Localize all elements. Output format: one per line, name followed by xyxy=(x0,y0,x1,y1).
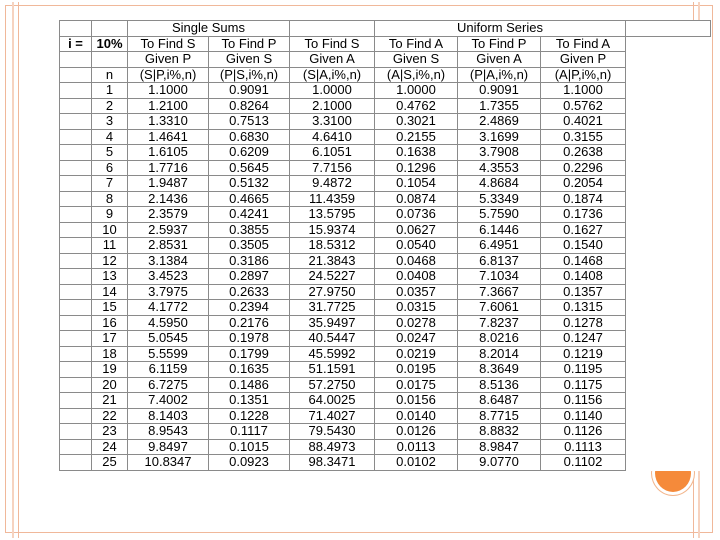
table-row xyxy=(60,315,711,331)
period-cell: 10 xyxy=(92,222,128,238)
factor-cell: 6.8137 xyxy=(458,253,541,269)
factor-cell: 0.5762 xyxy=(541,98,626,114)
factor-cell: 0.3155 xyxy=(541,129,626,145)
rate-value: 10% xyxy=(92,36,128,52)
row-blank xyxy=(60,207,92,223)
factor-cell: 51.1591 xyxy=(290,362,375,378)
factor-cell: 0.1351 xyxy=(209,393,290,409)
table-row xyxy=(60,176,711,192)
header-blank xyxy=(60,67,92,83)
factor-cell: 1.9487 xyxy=(128,176,209,192)
factor-cell: 0.1175 xyxy=(541,377,626,393)
period-cell: 9 xyxy=(92,207,128,223)
factor-cell: 0.0247 xyxy=(375,331,458,347)
factor-cell: 7.7156 xyxy=(290,160,375,176)
period-cell: 20 xyxy=(92,377,128,393)
factor-cell: 9.8497 xyxy=(128,439,209,455)
factor-cell: 0.1126 xyxy=(541,424,626,440)
factor-cell: 0.1102 xyxy=(541,455,626,471)
table-row xyxy=(60,408,711,424)
factor-cell: 4.3553 xyxy=(458,160,541,176)
period-cell: 19 xyxy=(92,362,128,378)
factor-cell: 0.2897 xyxy=(209,269,290,285)
factor-cell: 0.1408 xyxy=(541,269,626,285)
factor-cell: 6.7275 xyxy=(128,377,209,393)
factor-cell: 0.1015 xyxy=(209,439,290,455)
factor-cell: 1.1000 xyxy=(128,83,209,99)
factor-cell: 0.1874 xyxy=(541,191,626,207)
period-cell: 6 xyxy=(92,160,128,176)
row-blank xyxy=(60,439,92,455)
factor-cell: 0.7513 xyxy=(209,114,290,130)
header-blank xyxy=(626,21,711,37)
period-cell: 23 xyxy=(92,424,128,440)
factor-cell: 0.0736 xyxy=(375,207,458,223)
factor-cell: 3.7975 xyxy=(128,284,209,300)
factor-cell: 0.3505 xyxy=(209,238,290,254)
factor-cell: 0.0357 xyxy=(375,284,458,300)
col-given: Given P xyxy=(128,52,209,68)
factor-cell: 7.3667 xyxy=(458,284,541,300)
row-blank xyxy=(60,424,92,440)
factor-cell: 0.0126 xyxy=(375,424,458,440)
col-notation: (A|P,i%,n) xyxy=(541,67,626,83)
period-cell: 5 xyxy=(92,145,128,161)
factor-cell: 0.4021 xyxy=(541,114,626,130)
row-blank xyxy=(60,346,92,362)
header-row-notation xyxy=(60,67,711,83)
row-blank xyxy=(60,238,92,254)
factor-cell: 0.1195 xyxy=(541,362,626,378)
factor-cell: 3.1699 xyxy=(458,129,541,145)
factor-cell: 0.2394 xyxy=(209,300,290,316)
factor-cell: 88.4973 xyxy=(290,439,375,455)
factor-cell: 7.6061 xyxy=(458,300,541,316)
factor-cell: 0.1219 xyxy=(541,346,626,362)
header-blank xyxy=(60,21,92,37)
col-find: To Find S xyxy=(128,36,209,52)
table-row xyxy=(60,83,711,99)
factor-cell: 8.6487 xyxy=(458,393,541,409)
factor-cell: 0.2638 xyxy=(541,145,626,161)
factor-cell: 0.0278 xyxy=(375,315,458,331)
header-blank xyxy=(60,52,92,68)
factor-cell: 5.3349 xyxy=(458,191,541,207)
factor-cell: 0.6209 xyxy=(209,145,290,161)
row-blank xyxy=(60,331,92,347)
row-blank xyxy=(60,129,92,145)
factor-cell: 0.1054 xyxy=(375,176,458,192)
header-blank xyxy=(92,52,128,68)
row-blank xyxy=(60,253,92,269)
factor-cell: 7.8237 xyxy=(458,315,541,331)
factor-cell: 1.4641 xyxy=(128,129,209,145)
factor-cell: 0.0315 xyxy=(375,300,458,316)
table-row xyxy=(60,393,711,409)
row-blank xyxy=(60,377,92,393)
factor-cell: 8.9543 xyxy=(128,424,209,440)
factor-cell: 5.0545 xyxy=(128,331,209,347)
factor-cell: 40.5447 xyxy=(290,331,375,347)
row-blank xyxy=(60,284,92,300)
factor-cell: 21.3843 xyxy=(290,253,375,269)
factor-cell: 11.4359 xyxy=(290,191,375,207)
factor-cell: 27.9750 xyxy=(290,284,375,300)
factor-cell: 3.3100 xyxy=(290,114,375,130)
factor-cell: 0.0874 xyxy=(375,191,458,207)
table-row xyxy=(60,98,711,114)
col-notation: (S|A,i%,n) xyxy=(290,67,375,83)
row-blank xyxy=(60,362,92,378)
factor-cell: 0.6830 xyxy=(209,129,290,145)
col-notation: (P|S,i%,n) xyxy=(209,67,290,83)
table-row xyxy=(60,160,711,176)
factor-cell: 0.9091 xyxy=(458,83,541,99)
factor-cell: 31.7725 xyxy=(290,300,375,316)
n-label: n xyxy=(92,67,128,83)
factor-cell: 0.0540 xyxy=(375,238,458,254)
factor-cell: 0.0113 xyxy=(375,439,458,455)
factor-cell: 1.7716 xyxy=(128,160,209,176)
factor-cell: 0.3855 xyxy=(209,222,290,238)
factor-cell: 2.3579 xyxy=(128,207,209,223)
row-blank xyxy=(60,393,92,409)
period-cell: 21 xyxy=(92,393,128,409)
period-cell: 24 xyxy=(92,439,128,455)
table-row xyxy=(60,207,711,223)
col-find: To Find P xyxy=(209,36,290,52)
period-cell: 12 xyxy=(92,253,128,269)
factor-cell: 0.0627 xyxy=(375,222,458,238)
table-row xyxy=(60,238,711,254)
factor-cell: 0.1638 xyxy=(375,145,458,161)
period-cell: 16 xyxy=(92,315,128,331)
factor-cell: 0.1228 xyxy=(209,408,290,424)
uniform-series-header: Uniform Series xyxy=(375,21,626,37)
row-blank xyxy=(60,83,92,99)
factor-cell: 7.1034 xyxy=(458,269,541,285)
factor-cell: 6.1159 xyxy=(128,362,209,378)
factor-cell: 0.1978 xyxy=(209,331,290,347)
factor-cell: 8.0216 xyxy=(458,331,541,347)
table-row xyxy=(60,362,711,378)
factor-cell: 6.4951 xyxy=(458,238,541,254)
period-cell: 22 xyxy=(92,408,128,424)
factor-cell: 2.8531 xyxy=(128,238,209,254)
period-cell: 25 xyxy=(92,455,128,471)
factor-cell: 0.1468 xyxy=(541,253,626,269)
factor-cell: 7.4002 xyxy=(128,393,209,409)
table-row xyxy=(60,145,711,161)
row-blank xyxy=(60,455,92,471)
factor-cell: 0.1156 xyxy=(541,393,626,409)
col-find: To Find P xyxy=(458,36,541,52)
factor-cell: 0.0219 xyxy=(375,346,458,362)
factor-cell: 0.4241 xyxy=(209,207,290,223)
header-row-find xyxy=(60,36,711,52)
table-row xyxy=(60,269,711,285)
period-cell: 13 xyxy=(92,269,128,285)
factor-cell: 4.1772 xyxy=(128,300,209,316)
header-blank xyxy=(290,21,375,37)
row-blank xyxy=(60,191,92,207)
col-find: To Find A xyxy=(375,36,458,52)
table-row xyxy=(60,253,711,269)
period-cell: 8 xyxy=(92,191,128,207)
factor-cell: 0.1799 xyxy=(209,346,290,362)
factor-cell: 57.2750 xyxy=(290,377,375,393)
factor-cell: 0.9091 xyxy=(209,83,290,99)
table-row xyxy=(60,191,711,207)
row-blank xyxy=(60,98,92,114)
factor-cell: 0.0175 xyxy=(375,377,458,393)
factor-cell: 2.5937 xyxy=(128,222,209,238)
factor-cell: 45.5992 xyxy=(290,346,375,362)
factor-cell: 0.1635 xyxy=(209,362,290,378)
factor-cell: 0.1113 xyxy=(541,439,626,455)
factor-cell: 71.4027 xyxy=(290,408,375,424)
col-given: Given P xyxy=(541,52,626,68)
factor-cell: 1.0000 xyxy=(375,83,458,99)
col-given: Given S xyxy=(209,52,290,68)
col-find: To Find S xyxy=(290,36,375,52)
table-row xyxy=(60,424,711,440)
factor-cell: 0.1117 xyxy=(209,424,290,440)
col-given: Given S xyxy=(375,52,458,68)
col-find: To Find A xyxy=(541,36,626,52)
col-given: Given A xyxy=(458,52,541,68)
factor-cell: 6.1446 xyxy=(458,222,541,238)
interest-factor-table xyxy=(59,20,711,471)
row-blank xyxy=(60,176,92,192)
table-row xyxy=(60,439,711,455)
factor-cell: 0.3021 xyxy=(375,114,458,130)
factor-cell: 0.0923 xyxy=(209,455,290,471)
factor-cell: 5.7590 xyxy=(458,207,541,223)
factor-cell: 0.2155 xyxy=(375,129,458,145)
table-row xyxy=(60,222,711,238)
period-cell: 17 xyxy=(92,331,128,347)
period-cell: 11 xyxy=(92,238,128,254)
table-row xyxy=(60,331,711,347)
factor-cell: 0.1540 xyxy=(541,238,626,254)
factor-cell: 8.3649 xyxy=(458,362,541,378)
factor-cell: 0.1736 xyxy=(541,207,626,223)
border-line xyxy=(18,2,19,538)
factor-cell: 0.0408 xyxy=(375,269,458,285)
factor-cell: 0.2633 xyxy=(209,284,290,300)
col-notation: (P|A,i%,n) xyxy=(458,67,541,83)
factor-cell: 8.2014 xyxy=(458,346,541,362)
factor-cell: 2.1436 xyxy=(128,191,209,207)
rate-label: i = xyxy=(60,36,92,52)
factor-cell: 8.8832 xyxy=(458,424,541,440)
period-cell: 18 xyxy=(92,346,128,362)
factor-cell: 8.7715 xyxy=(458,408,541,424)
row-blank xyxy=(60,300,92,316)
factor-cell: 0.2176 xyxy=(209,315,290,331)
factor-cell: 8.1403 xyxy=(128,408,209,424)
factor-cell: 9.0770 xyxy=(458,455,541,471)
factor-cell: 8.9847 xyxy=(458,439,541,455)
header-row-given xyxy=(60,52,711,68)
factor-cell: 1.2100 xyxy=(128,98,209,114)
factor-cell: 4.6410 xyxy=(290,129,375,145)
row-blank xyxy=(60,269,92,285)
col-notation: (A|S,i%,n) xyxy=(375,67,458,83)
col-given: Given A xyxy=(290,52,375,68)
factor-cell: 0.1357 xyxy=(541,284,626,300)
factor-cell: 0.0140 xyxy=(375,408,458,424)
factor-cell: 1.6105 xyxy=(128,145,209,161)
factor-cell: 4.8684 xyxy=(458,176,541,192)
factor-cell: 0.4665 xyxy=(209,191,290,207)
header-blank xyxy=(92,21,128,37)
factor-cell: 5.5599 xyxy=(128,346,209,362)
period-cell: 14 xyxy=(92,284,128,300)
row-blank xyxy=(60,160,92,176)
period-cell: 7 xyxy=(92,176,128,192)
factor-cell: 64.0025 xyxy=(290,393,375,409)
factor-cell: 18.5312 xyxy=(290,238,375,254)
single-sums-header: Single Sums xyxy=(128,21,290,37)
factor-cell: 3.1384 xyxy=(128,253,209,269)
factor-cell: 0.1296 xyxy=(375,160,458,176)
factor-cell: 15.9374 xyxy=(290,222,375,238)
factor-cell: 0.3186 xyxy=(209,253,290,269)
header-row-group xyxy=(60,21,711,37)
col-notation: (S|P,i%,n) xyxy=(128,67,209,83)
factor-cell: 0.1278 xyxy=(541,315,626,331)
factor-cell: 6.1051 xyxy=(290,145,375,161)
factor-cell: 13.5795 xyxy=(290,207,375,223)
factor-cell: 0.0468 xyxy=(375,253,458,269)
factor-cell: 4.5950 xyxy=(128,315,209,331)
factor-cell: 10.8347 xyxy=(128,455,209,471)
factor-cell: 0.1315 xyxy=(541,300,626,316)
factor-cell: 1.1000 xyxy=(541,83,626,99)
factor-cell: 79.5430 xyxy=(290,424,375,440)
table-row xyxy=(60,300,711,316)
factor-cell: 0.5132 xyxy=(209,176,290,192)
period-cell: 4 xyxy=(92,129,128,145)
factor-cell: 24.5227 xyxy=(290,269,375,285)
factor-cell: 35.9497 xyxy=(290,315,375,331)
factor-cell: 2.4869 xyxy=(458,114,541,130)
factor-cell: 8.5136 xyxy=(458,377,541,393)
row-blank xyxy=(60,315,92,331)
factor-cell: 3.7908 xyxy=(458,145,541,161)
factor-cell: 0.8264 xyxy=(209,98,290,114)
factor-cell: 0.5645 xyxy=(209,160,290,176)
period-cell: 1 xyxy=(92,83,128,99)
row-blank xyxy=(60,408,92,424)
period-cell: 15 xyxy=(92,300,128,316)
table-row xyxy=(60,284,711,300)
factor-cell: 1.3310 xyxy=(128,114,209,130)
table-row xyxy=(60,346,711,362)
factor-cell: 0.1627 xyxy=(541,222,626,238)
factor-cell: 98.3471 xyxy=(290,455,375,471)
period-cell: 2 xyxy=(92,98,128,114)
factor-cell: 0.1140 xyxy=(541,408,626,424)
factor-cell: 0.1247 xyxy=(541,331,626,347)
factor-cell: 0.2054 xyxy=(541,176,626,192)
factor-cell: 0.2296 xyxy=(541,160,626,176)
factor-cell: 0.4762 xyxy=(375,98,458,114)
factor-cell: 2.1000 xyxy=(290,98,375,114)
factor-cell: 9.4872 xyxy=(290,176,375,192)
table-row xyxy=(60,377,711,393)
table-row xyxy=(60,114,711,130)
factor-cell: 1.7355 xyxy=(458,98,541,114)
factor-cell: 0.0156 xyxy=(375,393,458,409)
factor-cell: 0.0195 xyxy=(375,362,458,378)
factor-cell: 0.1486 xyxy=(209,377,290,393)
period-cell: 3 xyxy=(92,114,128,130)
row-blank xyxy=(60,222,92,238)
factor-cell: 3.4523 xyxy=(128,269,209,285)
table-row xyxy=(60,129,711,145)
row-blank xyxy=(60,145,92,161)
row-blank xyxy=(60,114,92,130)
factor-cell: 0.0102 xyxy=(375,455,458,471)
table-row xyxy=(60,455,711,471)
factor-cell: 1.0000 xyxy=(290,83,375,99)
